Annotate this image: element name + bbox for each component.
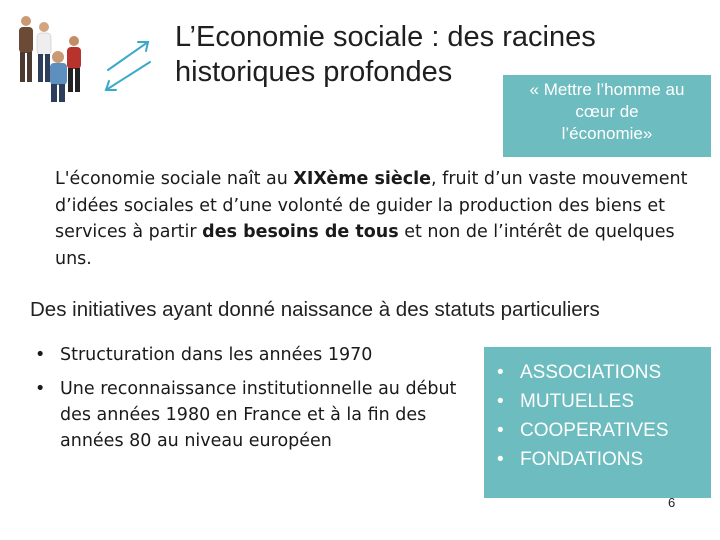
list-item bbox=[35, 376, 465, 454]
bullet-marker: • bbox=[497, 449, 504, 470]
bullet-marker: • bbox=[35, 379, 46, 399]
statuts-box bbox=[484, 347, 711, 498]
bullet-marker: • bbox=[497, 391, 504, 412]
page-number: 6 bbox=[668, 495, 676, 510]
statut-label: ASSOCIATIONS bbox=[520, 362, 662, 383]
bullet-marker: • bbox=[35, 345, 46, 365]
business-people-icon bbox=[0, 5, 100, 105]
paragraph-text-1: L'économie sociale naît au bbox=[55, 169, 294, 189]
paragraph-text-3: et non de l’intérêt de quelques uns. bbox=[55, 222, 675, 269]
section-subtitle: Des initiatives ayant donné naissance à des statuts particuliers bbox=[30, 298, 600, 321]
bullet-marker: • bbox=[497, 420, 504, 441]
callout-line-1: « Mettre l’homme au bbox=[529, 80, 685, 99]
paragraph-bold-2: des besoins de tous bbox=[202, 222, 399, 242]
title-line-1: L’Economie sociale : des racines bbox=[175, 21, 596, 53]
statut-label: FONDATIONS bbox=[520, 449, 644, 470]
intro-paragraph bbox=[55, 166, 705, 272]
quote-callout bbox=[503, 75, 711, 157]
bullet-text: Une reconnaissance institutionnelle au début des années 1980 en France et à la fin des années 80 au niveau européen bbox=[60, 379, 457, 451]
paragraph-text-2: , fruit d’un vaste mouvement d’idées sociales et d’une volonté de guider la production des biens et services à partir bbox=[55, 169, 688, 242]
paragraph-bold-1: XIXème siècle bbox=[293, 169, 432, 189]
statut-label: MUTUELLES bbox=[520, 391, 635, 412]
title-line-2: historiques profondes bbox=[175, 56, 453, 88]
callout-line-3: l’économie» bbox=[561, 124, 653, 143]
bullet-marker: • bbox=[497, 362, 504, 383]
callout-line-2: cœur de bbox=[575, 102, 639, 121]
list-item bbox=[35, 342, 465, 368]
list-item bbox=[497, 445, 711, 474]
list-item bbox=[497, 358, 711, 387]
list-item bbox=[497, 387, 711, 416]
list-item bbox=[497, 416, 711, 445]
double-arrow-icon bbox=[98, 38, 158, 96]
bullet-text: Structuration dans les années 1970 bbox=[60, 345, 373, 365]
bullet-list bbox=[35, 342, 465, 462]
statut-label: COOPERATIVES bbox=[520, 420, 669, 441]
